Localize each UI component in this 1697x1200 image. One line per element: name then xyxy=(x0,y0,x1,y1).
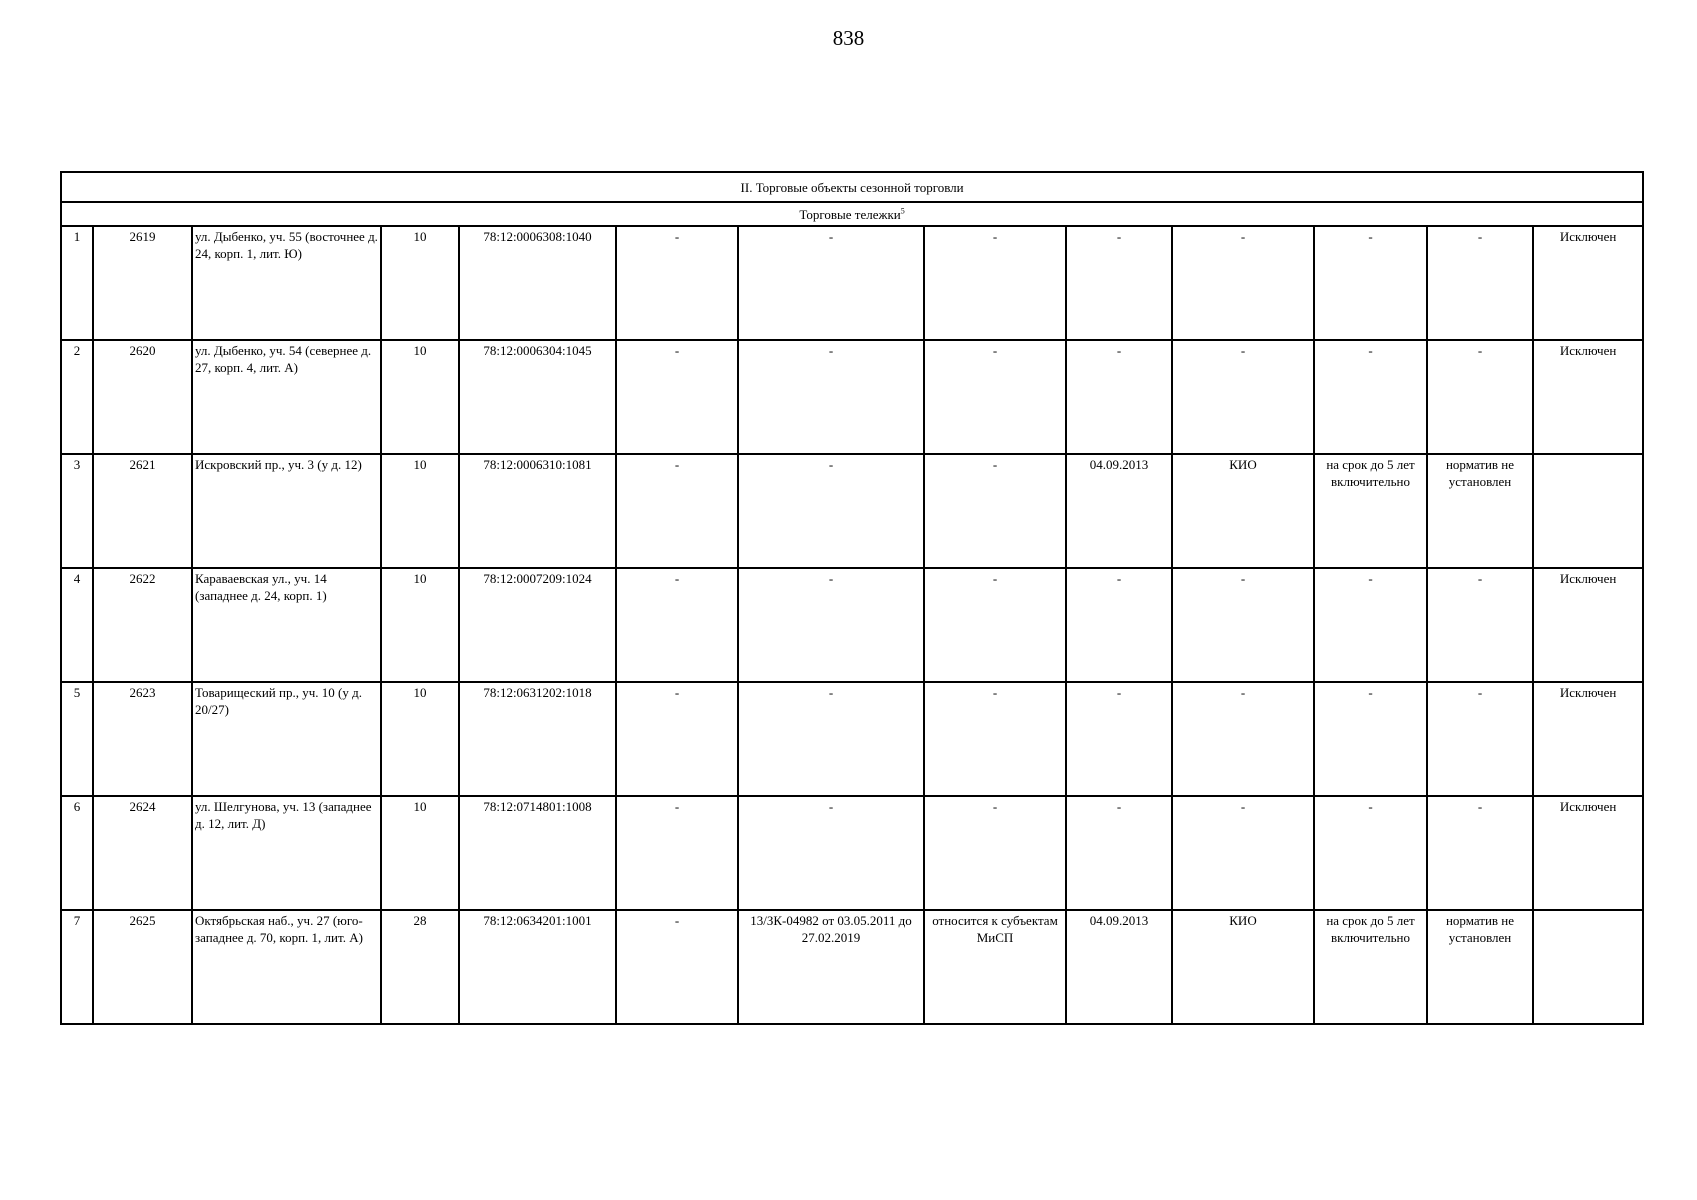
status-cell: Исключен xyxy=(1533,796,1643,910)
subsection-footnote-marker: 5 xyxy=(900,206,905,216)
inclusion-date-cell: - xyxy=(1066,682,1172,796)
object-id-cell: 2625 xyxy=(93,910,192,1024)
subsection-header-row xyxy=(61,202,1643,226)
term-cell: на срок до 5 лет включительно xyxy=(1314,910,1427,1024)
standard-cell: - xyxy=(1427,568,1533,682)
row-number-cell: 2 xyxy=(61,340,93,454)
standard-cell: - xyxy=(1427,796,1533,910)
cadastral-number-cell: 78:12:0631202:1018 xyxy=(459,682,616,796)
contract-cell: - xyxy=(738,454,924,568)
object-id-cell: 2623 xyxy=(93,682,192,796)
term-cell: - xyxy=(1314,226,1427,340)
row-number-cell: 4 xyxy=(61,568,93,682)
authority-cell: - xyxy=(1172,340,1314,454)
address-cell: Караваевская ул., уч. 14 (западнее д. 24, корп. 1) xyxy=(192,568,381,682)
table-row xyxy=(61,910,1643,1024)
object-id-cell: 2621 xyxy=(93,454,192,568)
column-6-cell: - xyxy=(616,796,738,910)
area-cell: 10 xyxy=(381,796,459,910)
table-row xyxy=(61,568,1643,682)
term-cell: - xyxy=(1314,340,1427,454)
area-cell: 10 xyxy=(381,226,459,340)
subsection-title: Торговые тележки xyxy=(799,206,901,222)
cadastral-number-cell: 78:12:0714801:1008 xyxy=(459,796,616,910)
standard-cell: норматив не установлен xyxy=(1427,454,1533,568)
inclusion-date-cell: 04.09.2013 xyxy=(1066,910,1172,1024)
standard-cell: - xyxy=(1427,340,1533,454)
cadastral-number-cell: 78:12:0007209:1024 xyxy=(459,568,616,682)
inclusion-date-cell: - xyxy=(1066,340,1172,454)
smb-status-cell: - xyxy=(924,682,1066,796)
cadastral-number-cell: 78:12:0006308:1040 xyxy=(459,226,616,340)
smb-status-cell: - xyxy=(924,454,1066,568)
area-cell: 10 xyxy=(381,568,459,682)
contract-cell: - xyxy=(738,796,924,910)
cadastral-number-cell: 78:12:0634201:1001 xyxy=(459,910,616,1024)
table-row xyxy=(61,226,1643,340)
inclusion-date-cell: - xyxy=(1066,226,1172,340)
term-cell: - xyxy=(1314,796,1427,910)
address-cell: Октябрьская наб., уч. 27 (юго-западнее д. 70, корп. 1, лит. А) xyxy=(192,910,381,1024)
address-cell: Товарищеский пр., уч. 10 (у д. 20/27) xyxy=(192,682,381,796)
row-number-cell: 1 xyxy=(61,226,93,340)
address-cell: Искровский пр., уч. 3 (у д. 12) xyxy=(192,454,381,568)
object-id-cell: 2622 xyxy=(93,568,192,682)
authority-cell: - xyxy=(1172,226,1314,340)
status-cell: Исключен xyxy=(1533,568,1643,682)
authority-cell: - xyxy=(1172,796,1314,910)
area-cell: 10 xyxy=(381,340,459,454)
status-cell: Исключен xyxy=(1533,682,1643,796)
inclusion-date-cell: - xyxy=(1066,568,1172,682)
term-cell: - xyxy=(1314,682,1427,796)
status-cell xyxy=(1533,910,1643,1024)
smb-status-cell: - xyxy=(924,796,1066,910)
smb-status-cell: - xyxy=(924,340,1066,454)
smb-status-cell: относится к субъектам МиСП xyxy=(924,910,1066,1024)
authority-cell: КИО xyxy=(1172,910,1314,1024)
contract-cell: - xyxy=(738,340,924,454)
address-cell: ул. Дыбенко, уч. 54 (севернее д. 27, корп. 4, лит. А) xyxy=(192,340,381,454)
contract-cell: - xyxy=(738,682,924,796)
smb-status-cell: - xyxy=(924,226,1066,340)
column-6-cell: - xyxy=(616,340,738,454)
term-cell: на срок до 5 лет включительно xyxy=(1314,454,1427,568)
standard-cell: - xyxy=(1427,682,1533,796)
status-cell: Исключен xyxy=(1533,226,1643,340)
column-6-cell: - xyxy=(616,226,738,340)
term-cell: - xyxy=(1314,568,1427,682)
standard-cell: - xyxy=(1427,226,1533,340)
inclusion-date-cell: - xyxy=(1066,796,1172,910)
cadastral-number-cell: 78:12:0006304:1045 xyxy=(459,340,616,454)
section-title: II. Торговые объекты сезонной торговли xyxy=(61,172,1643,202)
object-id-cell: 2619 xyxy=(93,226,192,340)
table-row xyxy=(61,796,1643,910)
subsection-title-cell xyxy=(61,202,1643,226)
row-number-cell: 7 xyxy=(61,910,93,1024)
address-cell: ул. Дыбенко, уч. 55 (восточнее д. 24, корп. 1, лит. Ю) xyxy=(192,226,381,340)
status-cell: Исключен xyxy=(1533,340,1643,454)
column-6-cell: - xyxy=(616,682,738,796)
table-row xyxy=(61,340,1643,454)
contract-cell: - xyxy=(738,568,924,682)
row-number-cell: 3 xyxy=(61,454,93,568)
authority-cell: КИО xyxy=(1172,454,1314,568)
cadastral-number-cell: 78:12:0006310:1081 xyxy=(459,454,616,568)
standard-cell: норматив не установлен xyxy=(1427,910,1533,1024)
table-row xyxy=(61,682,1643,796)
table-row xyxy=(61,454,1643,568)
contract-cell: 13/ЗК-04982 от 03.05.2011 до 27.02.2019 xyxy=(738,910,924,1024)
row-number-cell: 5 xyxy=(61,682,93,796)
inclusion-date-cell: 04.09.2013 xyxy=(1066,454,1172,568)
column-6-cell: - xyxy=(616,568,738,682)
authority-cell: - xyxy=(1172,568,1314,682)
smb-status-cell: - xyxy=(924,568,1066,682)
column-6-cell: - xyxy=(616,910,738,1024)
object-id-cell: 2620 xyxy=(93,340,192,454)
section-header-row xyxy=(61,172,1643,202)
area-cell: 10 xyxy=(381,682,459,796)
address-cell: ул. Шелгунова, уч. 13 (западнее д. 12, лит. Д) xyxy=(192,796,381,910)
page-number: 838 xyxy=(832,26,865,50)
status-cell xyxy=(1533,454,1643,568)
row-number-cell: 6 xyxy=(61,796,93,910)
column-6-cell: - xyxy=(616,454,738,568)
registry-table xyxy=(60,171,1644,1025)
object-id-cell: 2624 xyxy=(93,796,192,910)
contract-cell: - xyxy=(738,226,924,340)
area-cell: 28 xyxy=(381,910,459,1024)
area-cell: 10 xyxy=(381,454,459,568)
authority-cell: - xyxy=(1172,682,1314,796)
